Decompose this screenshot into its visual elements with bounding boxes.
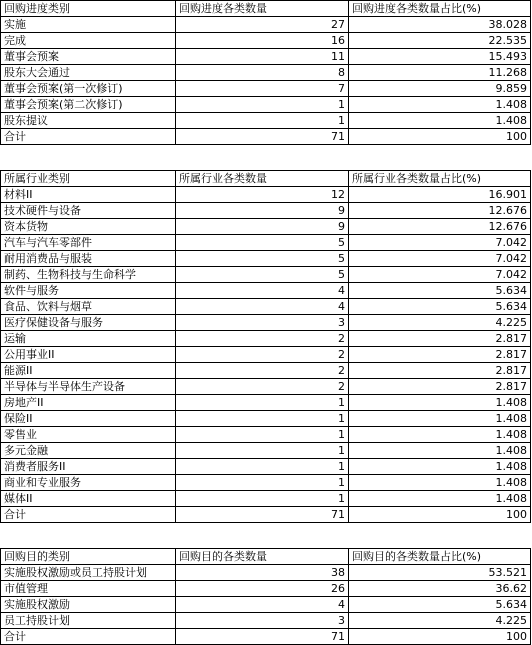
table-row [1,219,531,235]
column-header[interactable]: 回购进度各类数量 [176,1,349,17]
table-row [1,17,531,33]
count-cell[interactable]: 2 [176,379,349,395]
category-cell[interactable]: 医疗保健设备与服务 [1,315,176,331]
column-header[interactable]: 回购进度类别 [1,1,176,17]
category-cell[interactable]: 耐用消费品与服装 [1,251,176,267]
count-cell[interactable]: 1 [176,395,349,411]
percent-cell[interactable]: 16.901 [349,187,531,203]
table-row [1,187,531,203]
percent-cell[interactable]: 1.408 [349,491,531,507]
percent-cell[interactable]: 1.408 [349,411,531,427]
category-cell[interactable]: 食品、饮料与烟草 [1,299,176,315]
count-cell[interactable]: 3 [176,613,349,629]
table-repurchase-purpose [0,548,531,645]
column-header[interactable]: 所属行业各类数量 [176,171,349,187]
percent-cell[interactable]: 100 [349,129,531,145]
table-row [1,33,531,49]
count-cell[interactable]: 1 [176,411,349,427]
count-cell[interactable]: 26 [176,581,349,597]
percent-cell[interactable]: 2.817 [349,379,531,395]
count-cell[interactable]: 71 [176,629,349,645]
category-cell[interactable]: 制药、生物科技与生命科学 [1,267,176,283]
table-row [1,491,531,507]
count-cell[interactable]: 5 [176,267,349,283]
category-cell[interactable]: 市值管理 [1,581,176,597]
table-industry [0,170,531,523]
table-row [1,299,531,315]
table-row [1,97,531,113]
count-cell[interactable]: 9 [176,203,349,219]
percent-cell[interactable]: 1.408 [349,459,531,475]
category-cell[interactable]: 实施股权激励或员工持股计划 [1,565,176,581]
category-cell[interactable]: 能源II [1,363,176,379]
category-cell[interactable]: 合计 [1,129,176,145]
category-cell[interactable]: 资本货物 [1,219,176,235]
category-cell[interactable]: 实施 [1,17,176,33]
category-cell[interactable]: 房地产II [1,395,176,411]
percent-cell[interactable]: 1.408 [349,443,531,459]
table-row [1,49,531,65]
count-cell[interactable]: 5 [176,235,349,251]
category-cell[interactable]: 消费者服务II [1,459,176,475]
table-row [1,347,531,363]
percent-cell[interactable]: 22.535 [349,33,531,49]
percent-cell[interactable]: 5.634 [349,299,531,315]
table-row [1,81,531,97]
header-row [1,549,531,565]
table-row [1,581,531,597]
count-cell[interactable]: 1 [176,443,349,459]
table-row [1,251,531,267]
count-cell[interactable]: 2 [176,331,349,347]
count-cell[interactable]: 1 [176,113,349,129]
table-row [1,315,531,331]
percent-cell[interactable]: 53.521 [349,565,531,581]
count-cell[interactable]: 1 [176,491,349,507]
category-cell[interactable]: 技术硬件与设备 [1,203,176,219]
percent-cell[interactable]: 100 [349,629,531,645]
category-cell[interactable]: 董事会预案(第二次修订) [1,97,176,113]
category-cell[interactable]: 董事会预案 [1,49,176,65]
percent-cell[interactable]: 2.817 [349,347,531,363]
percent-cell[interactable]: 12.676 [349,203,531,219]
category-cell[interactable]: 实施股权激励 [1,597,176,613]
count-cell[interactable]: 4 [176,597,349,613]
percent-cell[interactable]: 2.817 [349,331,531,347]
count-cell[interactable]: 1 [176,475,349,491]
category-cell[interactable]: 完成 [1,33,176,49]
percent-cell[interactable]: 5.634 [349,283,531,299]
column-header[interactable]: 回购目的各类数量 [176,549,349,565]
header-row [1,1,531,17]
count-cell[interactable]: 7 [176,81,349,97]
column-header[interactable]: 回购目的类别 [1,549,176,565]
percent-cell[interactable]: 4.225 [349,613,531,629]
percent-cell[interactable]: 4.225 [349,315,531,331]
percent-cell[interactable]: 7.042 [349,235,531,251]
table-row [1,235,531,251]
table-row [1,475,531,491]
percent-cell[interactable]: 1.408 [349,475,531,491]
percent-cell[interactable]: 7.042 [349,251,531,267]
percent-cell[interactable]: 2.817 [349,363,531,379]
table-repurchase-progress [0,0,531,145]
category-cell[interactable]: 零售业 [1,427,176,443]
percent-cell[interactable]: 1.408 [349,427,531,443]
table-row [1,411,531,427]
percent-cell[interactable]: 12.676 [349,219,531,235]
table-row [1,395,531,411]
header-row [1,171,531,187]
count-cell[interactable]: 16 [176,33,349,49]
count-cell[interactable]: 12 [176,187,349,203]
count-cell[interactable]: 3 [176,315,349,331]
percent-cell[interactable]: 38.028 [349,17,531,33]
table-row [1,459,531,475]
column-header[interactable]: 所属行业类别 [1,171,176,187]
count-cell[interactable]: 71 [176,129,349,145]
column-header[interactable]: 回购进度各类数量占比(%) [349,1,531,17]
column-header[interactable]: 回购目的各类数量占比(%) [349,549,531,565]
count-cell[interactable]: 27 [176,17,349,33]
table-row [1,597,531,613]
category-cell[interactable]: 公用事业II [1,347,176,363]
percent-cell[interactable]: 5.634 [349,597,531,613]
category-cell[interactable]: 保险II [1,411,176,427]
percent-cell[interactable]: 9.859 [349,81,531,97]
category-cell[interactable]: 董事会预案(第一次修订) [1,81,176,97]
category-cell[interactable]: 多元金融 [1,443,176,459]
percent-cell[interactable]: 1.408 [349,97,531,113]
category-cell[interactable]: 合计 [1,629,176,645]
count-cell[interactable]: 4 [176,299,349,315]
count-cell[interactable]: 38 [176,565,349,581]
table-row [1,283,531,299]
percent-cell[interactable]: 15.493 [349,49,531,65]
category-cell[interactable]: 股东提议 [1,113,176,129]
percent-cell[interactable]: 7.042 [349,267,531,283]
count-cell[interactable]: 2 [176,363,349,379]
table-row [1,565,531,581]
percent-cell[interactable]: 1.408 [349,395,531,411]
table-row [1,379,531,395]
category-cell[interactable]: 材料II [1,187,176,203]
count-cell[interactable]: 71 [176,507,349,523]
category-cell[interactable]: 媒体II [1,491,176,507]
category-cell[interactable]: 股东大会通过 [1,65,176,81]
count-cell[interactable]: 8 [176,65,349,81]
category-cell[interactable]: 半导体与半导体生产设备 [1,379,176,395]
table-row [1,443,531,459]
count-cell[interactable]: 4 [176,283,349,299]
percent-cell[interactable]: 36.62 [349,581,531,597]
count-cell[interactable]: 9 [176,219,349,235]
section-gap [0,145,532,170]
table-row [1,65,531,81]
percent-cell[interactable]: 1.408 [349,113,531,129]
category-cell[interactable]: 软件与服务 [1,283,176,299]
table-row [1,613,531,629]
percent-cell[interactable]: 100 [349,507,531,523]
count-cell[interactable]: 1 [176,427,349,443]
count-cell[interactable]: 1 [176,97,349,113]
table-row [1,267,531,283]
category-cell[interactable]: 员工持股计划 [1,613,176,629]
count-cell[interactable]: 5 [176,251,349,267]
category-cell[interactable]: 商业和专业服务 [1,475,176,491]
table-row [1,507,531,523]
category-cell[interactable]: 运输 [1,331,176,347]
category-cell[interactable]: 汽车与汽车零部件 [1,235,176,251]
table-row [1,113,531,129]
column-header[interactable]: 所属行业各类数量占比(%) [349,171,531,187]
count-cell[interactable]: 11 [176,49,349,65]
count-cell[interactable]: 1 [176,459,349,475]
table-row [1,203,531,219]
section-gap [0,523,532,548]
table-row [1,363,531,379]
table-row [1,331,531,347]
percent-cell[interactable]: 11.268 [349,65,531,81]
count-cell[interactable]: 2 [176,347,349,363]
category-cell[interactable]: 合计 [1,507,176,523]
table-row [1,129,531,145]
table-row [1,427,531,443]
